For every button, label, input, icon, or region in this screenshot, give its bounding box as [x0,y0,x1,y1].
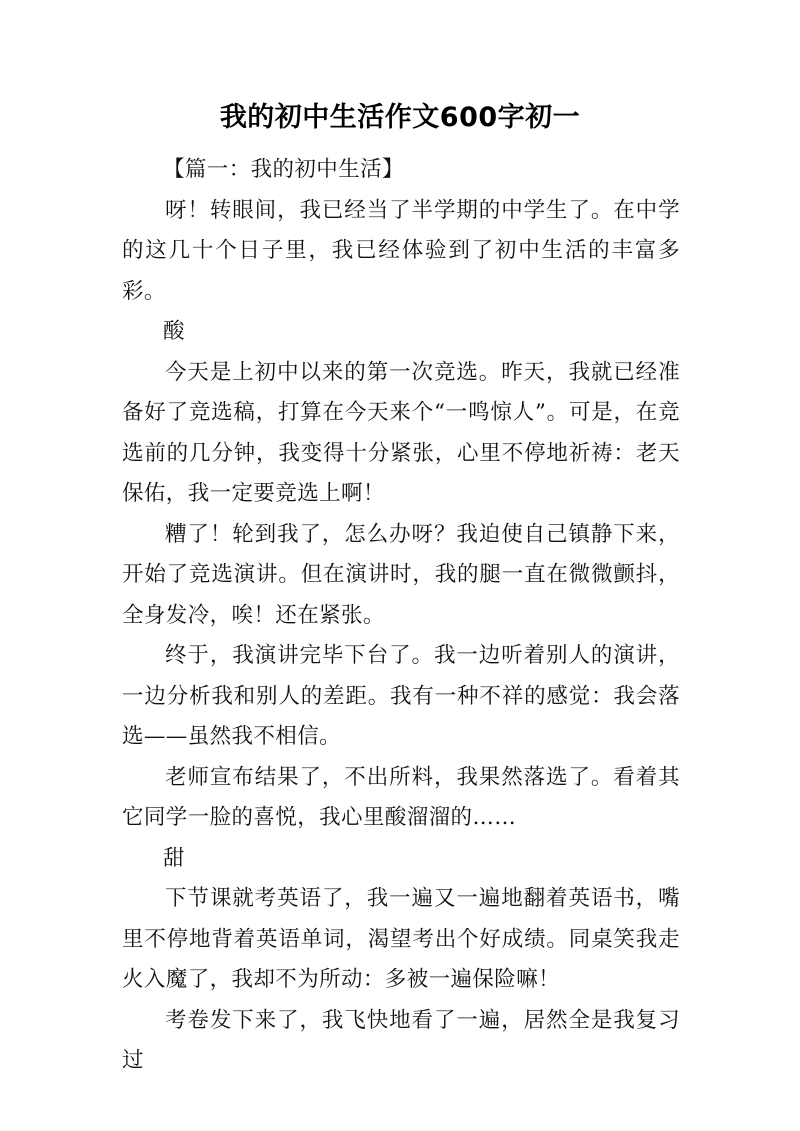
document-title: 我的初中生活作文600字初一 [219,102,581,133]
paragraph: 今天是上初中以来的第一次竞选。昨天，我就已经准备好了竞选稿，打算在今天来个“一鸣惊人”。可是，在竞选前的几分钟，我变得十分紧张，心里不停地祈祷：老天保佑，我一定要竞选上啊！ [122,359,680,506]
paragraph: 糟了！轮到我了，怎么办呀？我迫使自己镇静下来，开始了竞选演讲。但在演讲时，我的腿一直在微微颤抖，全身发冷，唉！还在紧张。 [122,521,680,628]
paragraph: 下节课就考英语了，我一遍又一遍地翻着英语书，嘴里不停地背着英语单词，渴望考出个好成绩。同桌笑我走火入魔了，我却不为所动：多被一遍保险嘛！ [122,886,680,992]
subsection-heading-sweet: 甜 [163,845,185,871]
paragraph: 呀！转眼间，我已经当了半学期的中学生了。在中学的这几十个日子里，我已经体验到了初中生活的丰富多彩。 [122,197,680,304]
paragraph: 终于，我演讲完毕下台了。我一边听着别人的演讲，一边分析我和别人的差距。我有一种不祥的感觉：我会落选——虽然我不相信。 [122,643,680,749]
paragraph: 考卷发下来了，我飞快地看了一遍，居然全是我复习过 [122,1007,680,1073]
document-body [122,150,680,1082]
section-heading: 【篇一：我的初中生活】 [163,157,404,182]
subsection-heading-sour: 酸 [163,319,185,344]
paragraph: 老师宣布结果了，不出所料，我果然落选了。看着其它同学一脸的喜悦，我心里酸溜溜的…… [122,764,680,830]
